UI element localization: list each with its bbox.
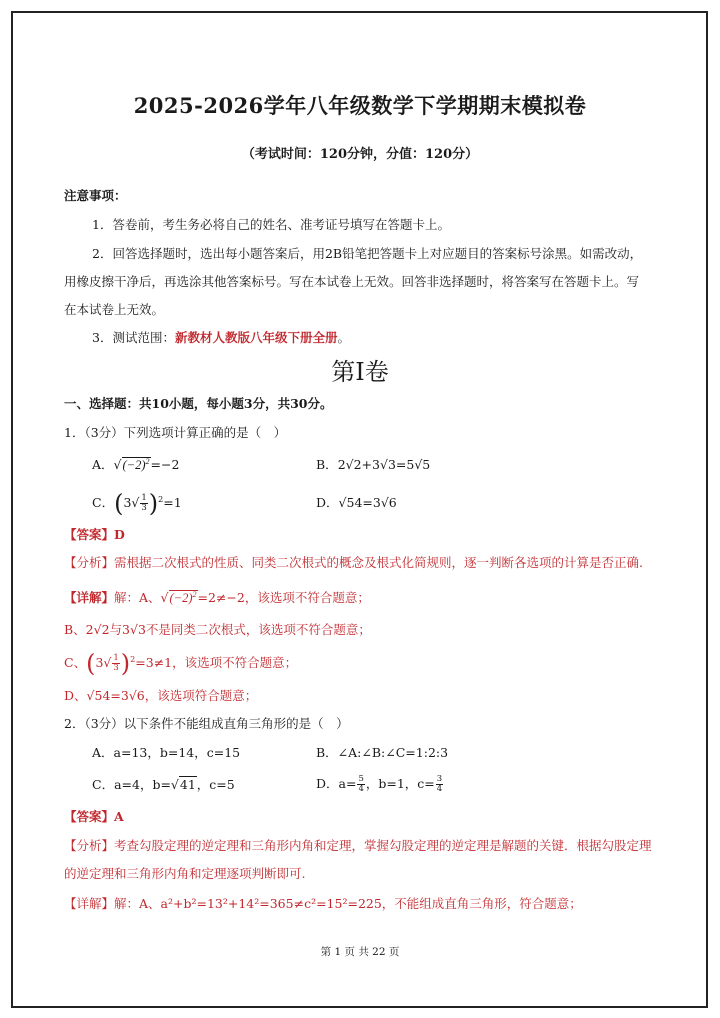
question-1-stem: 1．（3分）下列选项计算正确的是（ ） <box>64 425 287 440</box>
question-2-option-b: B．∠A:∠B:∠C=1:2:3 <box>316 745 449 760</box>
notice-item-2-line-1: 2．回答选择题时，选出每小题答案后，用2B铅笔把答题卡上对应题目的答案标号涂黑。如需改动， <box>92 246 643 261</box>
question-2-stem: 2．（3分）以下条件不能组成直角三角形的是（ ） <box>64 716 349 731</box>
question-1-answer: 【答案】D <box>64 527 125 542</box>
scope-suffix: 。 <box>337 330 350 345</box>
volume-title: 第Ⅰ卷 <box>331 358 389 386</box>
exam-title: 2025-2026学年八年级数学下学期期末模拟卷 <box>133 93 587 118</box>
question-1-analysis: 【分析】需根据二次根式的性质、同类二次根式的概念及根式化简规则，逐一判断各选项的计算是否正确. <box>64 555 643 570</box>
question-1-option-c: C．(3√ $\frac{1}{3}$ )$^2$=1 <box>92 494 182 513</box>
question-1-detail-b: B、2√2与3√3不是同类二次根式，该选项不符合题意； <box>64 622 371 637</box>
question-2-option-a: A．a=13，b=14，c=15 <box>92 745 241 760</box>
notice-heading: 注意事项： <box>64 188 127 203</box>
question-1-detail-a: 【详解】解：A、√ $(-2)^2=2\ne-2$，该选项不符合题意； <box>64 590 370 606</box>
question-2-detail-a: 【详解】解：A、a²+b²=13²+14²=365≠c²=15²=225，不能组成直角三角形，符合题意； <box>64 896 582 911</box>
exam-subtitle: （考试时间：120分钟，分值：120分） <box>241 147 479 162</box>
question-2-option-c: C．a=4，b=√ 41，c=5 <box>92 777 235 793</box>
question-1-option-b: B．2√2+3√3=5√5 <box>316 457 431 472</box>
question-2-option-d: D．a= $\frac{5}{4}$ ，b=1，c= $\frac{3}{4}$ <box>316 774 443 794</box>
notice-item-2-line-2: 用橡皮擦干净后，再选涂其他答案标号。写在本试卷上无效。回答非选择题时，将答案写在答题卡上。写 <box>64 274 640 289</box>
scope-value: 新教材人教版八年级下册全册 <box>174 330 338 345</box>
notice-item-3 <box>92 330 350 346</box>
scope-label: 3．测试范围： <box>92 330 175 345</box>
page-footer: 第 1 页 共 22 页 <box>320 946 400 958</box>
question-1-detail-c: C、(3√ $\frac{1}{3}$ )$^2$=3≠1，该选项不符合题意； <box>64 654 297 673</box>
question-2-analysis-line-2: 的逆定理和三角形内角和定理逐项判断即可. <box>64 866 306 881</box>
question-2-analysis-line-1: 【分析】考查勾股定理的逆定理和三角形内角和定理，掌握勾股定理的逆定理是解题的关键．根据勾股定理 <box>64 838 652 853</box>
question-1-detail-d: D、√54=3√6，该选项符合题意； <box>64 688 258 703</box>
notice-item-2-line-3: 在本试卷上无效。 <box>64 302 165 317</box>
question-1-option-d: D．√54=3√6 <box>316 495 397 510</box>
notice-item-1: 1．答卷前，考生务必将自己的姓名、准考证号填写在答题卡上。 <box>92 217 450 232</box>
section-heading: 一、选择题：共10小题，每小题3分，共30分。 <box>64 396 333 411</box>
question-1-option-a: A．√ $(-2)^2=-2$ <box>92 457 179 473</box>
question-2-answer: 【答案】A <box>64 809 124 824</box>
